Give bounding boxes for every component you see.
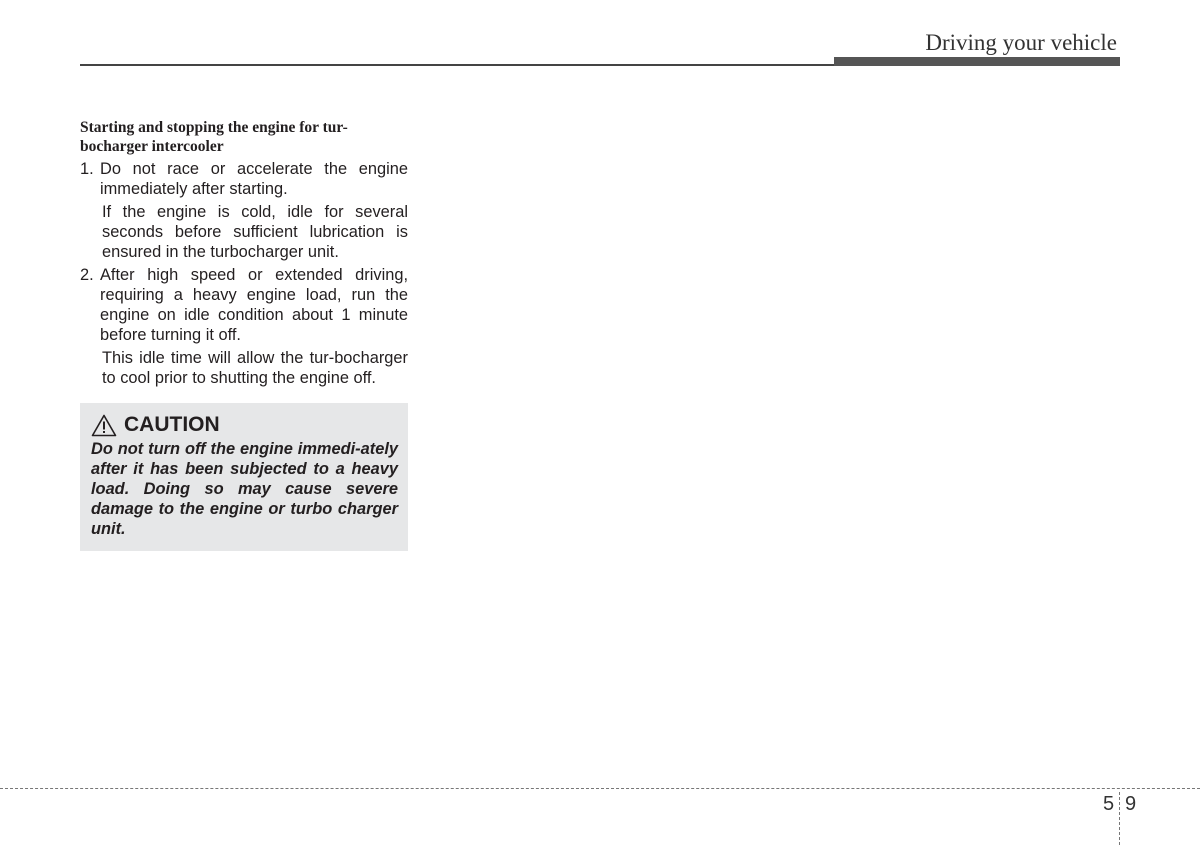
warning-triangle-icon [91, 414, 117, 437]
caution-title: CAUTION [124, 413, 220, 436]
caution-box [80, 403, 408, 551]
step-number: 2. [80, 266, 94, 284]
step-item [80, 159, 408, 262]
footer-rule [0, 788, 1200, 789]
step-note: This idle time will allow the tur-bocharger to cool prior to shutting the engine off. [102, 349, 408, 387]
header-accent-bar [834, 57, 1120, 66]
chapter-title: Driving your vehicle [925, 30, 1117, 55]
header-rule [80, 64, 836, 66]
content-column [80, 118, 408, 551]
caution-text: Do not turn off the engine immedi-ately after it has been subjected to a heavy load. Doing so may cause severe damage to the engine or turbo charger unit. [91, 440, 398, 538]
step-text: After high speed or extended driving, requiring a heavy engine load, run the engine on idle condition about 1 minute before turning it off. [100, 266, 408, 344]
page-number: 9 [1125, 793, 1137, 815]
step-number: 1. [80, 160, 94, 178]
section-heading: Starting and stopping the engine for tur-bocharger intercooler [80, 119, 348, 155]
step-item [80, 265, 408, 388]
step-note: If the engine is cold, idle for several seconds before sufficient lubrication is ensured in the turbocharger unit. [102, 203, 408, 261]
page-number-divider [1119, 792, 1120, 845]
section-number: 5 [1103, 793, 1115, 815]
step-text: Do not race or accelerate the engine immediately after starting. [100, 160, 408, 198]
caution-header [91, 413, 398, 437]
